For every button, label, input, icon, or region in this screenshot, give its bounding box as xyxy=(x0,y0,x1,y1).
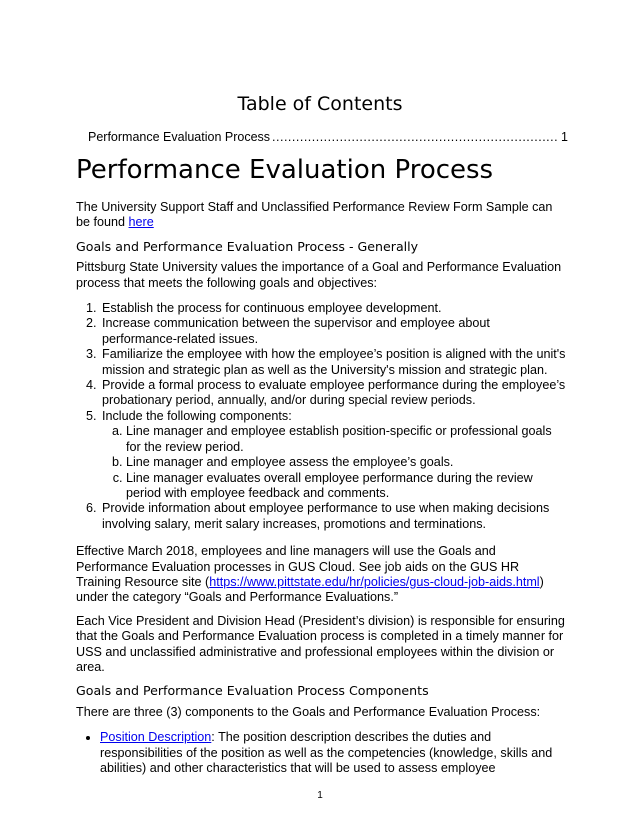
objectives-list xyxy=(76,301,566,532)
document-body xyxy=(76,200,566,776)
section-heading-generally: Goals and Performance Evaluation Process - Generally xyxy=(76,238,419,254)
toc-leader-dots xyxy=(272,130,559,144)
effective-paragraph xyxy=(76,544,566,606)
list-item: 4. Provide a formal process to evaluate employee performance during the employee’s probationary period, annually, and/or during special review periods. xyxy=(100,378,566,409)
intro-paragraph xyxy=(76,200,566,231)
components-sublist xyxy=(102,424,566,501)
intro-text: The University Support Staff and Unclassified Performance Review Form Sample can be found xyxy=(76,200,553,230)
toc-entry-label: Performance Evaluation Process xyxy=(88,130,271,144)
toc-title: Table of Contents xyxy=(237,93,403,115)
sublist-item: c. Line manager evaluates overall employee performance during the review period with employee feedback and comments. xyxy=(126,471,566,502)
section-heading-components: Goals and Performance Evaluation Process Components xyxy=(76,683,429,699)
list-item-text: Include the following components: xyxy=(102,408,292,423)
sublist-item: a. Line manager and employee establish position-specific or professional goals for the review period. xyxy=(126,424,566,455)
page-number: 1 xyxy=(317,790,323,801)
toc-entry[interactable] xyxy=(88,130,568,144)
components-list xyxy=(76,730,566,776)
page-heading: Performance Evaluation Process xyxy=(76,155,494,185)
sublist-item: b. Line manager and employee assess the employee’s goals. xyxy=(126,455,566,470)
toc-entry-page: 1 xyxy=(561,130,568,144)
here-link[interactable]: here xyxy=(128,215,154,230)
position-description-link[interactable]: Position Description xyxy=(100,730,212,745)
list-item: 2. Increase communication between the supervisor and employee about performance-related issues. xyxy=(100,316,566,347)
position-description-text: : The position description describes the duties and responsibilities of the position as well as the competencies (knowledge, skills and abilities) and other characteristics that will be used to assess employee xyxy=(100,730,553,775)
list-item: 6. Provide information about employee performance to use when making decisions involving salary, merit salary increases, promotions and terminations. xyxy=(100,501,566,532)
goals-intro-paragraph: Pittsburg State University values the importance of a Goal and Performance Evaluation process that meets the following goals and objectives: xyxy=(76,260,562,290)
responsibility-paragraph: Each Vice President and Division Head (President’s division) is responsible for ensuring that the Goals and Performance Evaluation process is completed in a timely manner for USS and unclassified administrative and professional employees within the division or area. xyxy=(76,613,565,674)
effective-text-before: Effective March 2018, employees and line managers will use the Goals and Performance Evaluation processes in GUS Cloud. See job aids on the GUS HR Training Resource site ( xyxy=(76,544,520,589)
list-item: 3. Familiarize the employee with how the employee’s position is aligned with the unit's mission and strategic plan as well as the University's mission and strategic plan. xyxy=(100,347,566,378)
job-aids-link[interactable]: https://www.pittstate.edu/hr/policies/gus-cloud-job-aids.html xyxy=(209,574,540,589)
components-intro-paragraph: There are three (3) components to the Goals and Performance Evaluation Process: xyxy=(76,704,541,719)
list-item xyxy=(100,409,566,501)
list-item: 1. Establish the process for continuous employee development. xyxy=(100,301,566,316)
list-item xyxy=(100,730,566,776)
effective-text-after: ) under the category “Goals and Performance Evaluations.” xyxy=(76,574,544,605)
